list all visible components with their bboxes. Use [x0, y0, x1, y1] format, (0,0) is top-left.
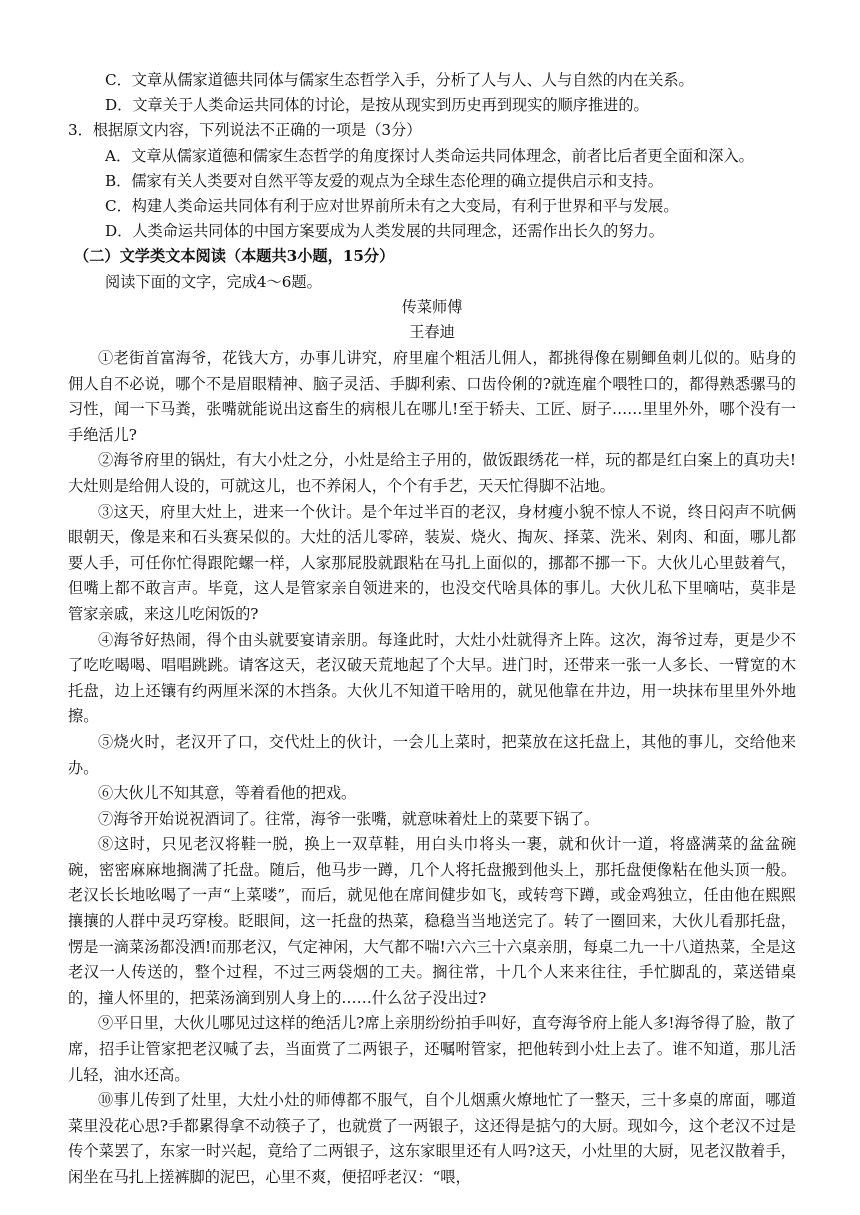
story-title: 传菜师傅	[401, 297, 463, 316]
section-heading: （二）文学类文本阅读（本题共3小题，15分）	[74, 247, 395, 266]
q3-option-d: D．人类命运共同体的中国方案要成为人类发展的共同理念，还需作出长久的努力。	[105, 222, 664, 241]
q3-option-b: B．儒家有关人类要对自然平等友爱的观点为全球生态伦理的确立提供启示和支持。	[105, 171, 663, 190]
story-paragraph-6: ⑥大伙儿不知其意，等着看他的把戏。	[98, 784, 357, 803]
story-paragraph-8: ⑧这时，只见老汉将鞋一脱，换上一双草鞋，用白头巾将头一裹，就和伙计一道，将盛满菜的盆盆碗碗，密密麻麻地搁满了托盘。随后，他马步一蹲，几个人将托盘搬到他头上，那托盘便像粘在他头顶一般。老汉长长地吆喝了一声“上菜喽”，而后，就见他在席间健步如飞，或转弯下蹲，或金鸡独立，任由他在熙熙攘攘的人群中灵巧穿梭。眨眼间，这一托盘的热菜，稳稳当当地送完了。转了一圈回来，大伙儿看那托盘，愣是一滴菜汤都没洒!而那老汉，气定神闲，大气都不喘!六六三十六桌亲朋，每桌二九一十八道热菜，全是这老汉一人传送的，整个过程，不过三两袋烟的工夫。搁往常，十几个人来来往往，手忙脚乱的，菜送错桌的，撞人怀里的，把菜汤滴到别人身上的……什么岔子没出过?	[68, 835, 796, 1007]
section-instruction: 阅读下面的文字，完成4～6题。	[105, 272, 322, 291]
q2-option-c: C．文章从儒家道德共同体与儒家生态哲学入手，分析了人与人、人与自然的内在关系。	[105, 71, 694, 89]
story-paragraph-7: ⑦海爷开始说祝酒词了。往常，海爷一张嘴，就意味着灶上的菜要下锅了。	[98, 809, 600, 828]
q3-option-a: A．文章从儒家道德和儒家生态哲学的角度探讨人类命运共同体理念，前者比后者更全面和深入。	[105, 146, 754, 165]
q3-stem: 3．根据原文内容，下列说法不正确的一项是（3分）	[68, 121, 422, 140]
story-author: 王春迪	[409, 323, 455, 342]
story-body	[68, 346, 796, 1191]
story-paragraph-1: ①老街首富海爷，花钱大方，办事儿讲究，府里雇个粗活儿佣人，都挑得像在剔鲫鱼刺儿似的。贴身的佣人自不必说，哪个不是眉眼精神、脑子灵活、手脚利索、口齿伶俐的?就连雇个喂牲口的，都得熟悉骡马的习性，闻一下马粪，张嘴就能说出这畜生的病根儿在哪儿!至于轿夫、工匠、厨子……里里外外，哪个没有一手绝活儿?	[68, 349, 796, 444]
story-paragraph-3: ③这天，府里大灶上，进来一个伙计。是个年过半百的老汉，身材瘦小貌不惊人不说，终日闷声不吭俩眼朝天，像是来和石头赛呆似的。大灶的活儿零碎，装炭、烧火、掏灰、择菜、洗米、剁肉、和面，哪儿都要人手，可任你忙得跟陀螺一样，人家那屁股就跟粘在马扎上面似的，挪都不挪一下。大伙儿心里鼓着气，但嘴上都不敢言声。毕竟，这人是管家亲自领进来的，也没交代啥具体的事儿。大伙儿私下里嘀咕，莫非是管家亲戚，来这儿吃闲饭的?	[68, 502, 796, 623]
story-paragraph-10: ⑩事儿传到了灶里，大灶小灶的师傅都不服气，自个儿烟熏火燎地忙了一整天，三十多桌的席面，哪道菜里没花心思?手都累得拿不动筷子了，也就赏了一两银子，这还得是掂勺的大厨。现如今，这个老汉不过是传个菜罢了，东家一时兴起，竟给了二两银子，这东家眼里还有人吗?这天，小灶里的大厨，见老汉散着手，闲坐在马扎上搓裤脚的泥巴，心里不爽，便招呼老汉：“喂，	[68, 1091, 796, 1187]
q2-option-d: D．文章关于人类命运共同体的讨论，是按从现实到历史再到现实的顺序推进的。	[105, 96, 649, 115]
q3-option-c: C．构建人类命运共同体有利于应对世界前所未有之大变局，有利于世界和平与发展。	[105, 197, 679, 216]
story-paragraph-2: ②海爷府里的锅灶，有大小灶之分，小灶是给主子用的，做饭跟绣花一样，玩的都是红白案上的真功夫!大灶则是给佣人设的，可就这儿，也不养闲人，个个有手艺，天天忙得脚不沾地。	[68, 451, 796, 495]
story-paragraph-4: ④海爷好热闹，得个由头就要宴请亲朋。每逢此时，大灶小灶就得齐上阵。这次，海爷过寿，更是少不了吃吃喝喝、唱唱跳跳。请客这天，老汉破天荒地起了个大早。进门时，还带来一张一人多长、一臂宽的木托盘，边上还镶有约两厘米深的木挡条。大伙儿不知道干啥用的，就见他靠在井边，用一块抹布里里外外地擦。	[68, 630, 796, 726]
story-paragraph-9: ⑨平日里，大伙儿哪见过这样的绝活儿?席上亲朋纷纷拍手叫好，直夸海爷府上能人多!海爷得了脸，散了席，招手让管家把老汉喊了去，当面赏了二两银子，还嘱咐管家，把他转到小灶上去了。谁不知道，那儿活儿轻，油水还高。	[68, 1014, 796, 1084]
story-paragraph-5: ⑤烧火时，老汉开了口，交代灶上的伙计，一会儿上菜时，把菜放在这托盘上，其他的事儿，交给他来办。	[68, 732, 796, 777]
